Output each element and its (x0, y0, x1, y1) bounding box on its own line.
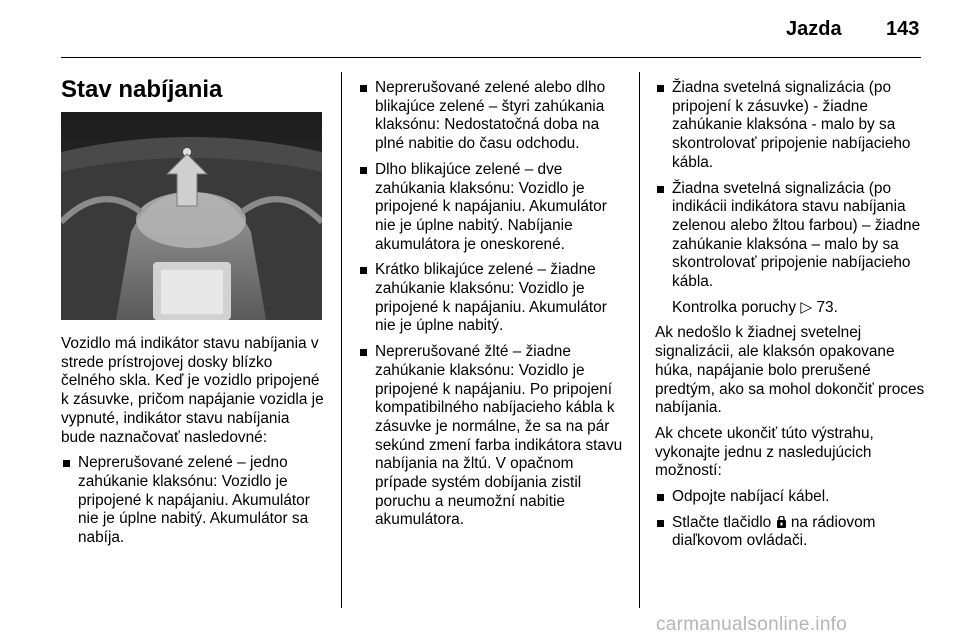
column-divider (341, 72, 342, 608)
status-list (655, 79, 925, 292)
page-number: 143 (886, 18, 920, 40)
page-header (0, 0, 960, 60)
option-text: Stlačte tlačidlo (672, 513, 772, 531)
radio-lock-icon (776, 516, 787, 528)
section-title: Jazda (786, 18, 842, 40)
column-2 (358, 79, 628, 537)
list-item: Neprerušované zelené – jedno zahúkanie klaksónu: Vozidlo je pripojené k napájaniu. Akumulátor nie je úplne nabitý. Akumulátor sa nabíja. (61, 454, 327, 548)
list-item: Krátko blikajúce zelené – žiadne zahúkanie klaksónu: Vozidlo je pripojené k napájaniu. Akumulátor nie je úplne nabitý. (358, 261, 628, 336)
status-list (61, 454, 327, 548)
fault-reference (655, 299, 925, 318)
fault-reference-text: Kontrolka poruchy (672, 298, 797, 316)
paragraph: Ak chcete ukončiť túto výstrahu, vykonajte jednu z nasledujúcich možností: (655, 424, 874, 480)
column-1 (61, 76, 326, 104)
fault-reference-page: 73. (816, 298, 838, 316)
list-item: Neprerušované žlté – žiadne zahúkanie klaksónu: Vozidlo je pripojené k napájaniu. Po pripojení kompatibilného nabíjacieho kábla k zásuvke je normálne, že sa na pár sekúnd zmení farba indikátora stavu nabíjania na žltú. V opačnom prípade systém dobíjania zistil poruchu a neumožní nabitie akumulátora. (358, 343, 628, 530)
intro-paragraph: Vozidlo má indikátor stavu nabíjania v strede prístrojovej dosky blízko čelného skla. Keď je vozidlo pripojené k zásuvke, pričom napájanie vozidla je vypnuté, indikátor stavu nabíjania bude naznačovať nasledovné: (61, 335, 324, 446)
dashboard-illustration (61, 112, 322, 320)
options-list (655, 488, 925, 551)
column-3 (655, 79, 925, 558)
list-item: Neprerušované zelené alebo dlho blikajúce zelené – štyri zahúkania klaksónu: Nedostatočná doba na plné nabitie do času odchodu. (358, 79, 628, 154)
triangle-reference-icon: ▷ (800, 298, 813, 316)
list-item: Žiadna svetelná signalizácia (po pripojení k zásuvke) - žiadne zahúkanie klaksóna - malo by sa skontrolovať pripojenie nabíjacieho kábla. (655, 79, 925, 173)
option-text: na rádiovom diaľkovom ovládači. (672, 513, 876, 550)
column-1-body (61, 335, 327, 555)
section-heading: Stav nabíjania (61, 76, 223, 103)
list-item: Dlho blikajúce zelené – dve zahúkania klaksónu: Vozidlo je pripojené k napájaniu. Akumulátor nie je úplne nabitý. Nabíjanie akumulátora je oneskorené. (358, 161, 628, 255)
header-rule (61, 57, 921, 58)
column-divider (639, 72, 640, 608)
paragraph: Ak nedošlo k žiadnej svetelnej signalizácii, ale klaksón opakovane húka, napájanie bolo prerušené predtým, ako sa mohol dokončiť proces nabíjania. (655, 324, 925, 417)
list-item (655, 514, 925, 551)
status-list (358, 79, 628, 530)
charging-indicator-photo (61, 112, 322, 320)
list-item: Odpojte nabíjací kábel. (655, 488, 925, 507)
watermark: carmanualsonline.info (656, 614, 848, 635)
list-item: Žiadna svetelná signalizácia (po indikácii indikátora stavu nabíjania zelenou alebo žltou farbou) – žiadne zahúkanie klaksóna – malo by sa skontrolovať pripojenie nabíjacieho kábla. (655, 180, 925, 292)
